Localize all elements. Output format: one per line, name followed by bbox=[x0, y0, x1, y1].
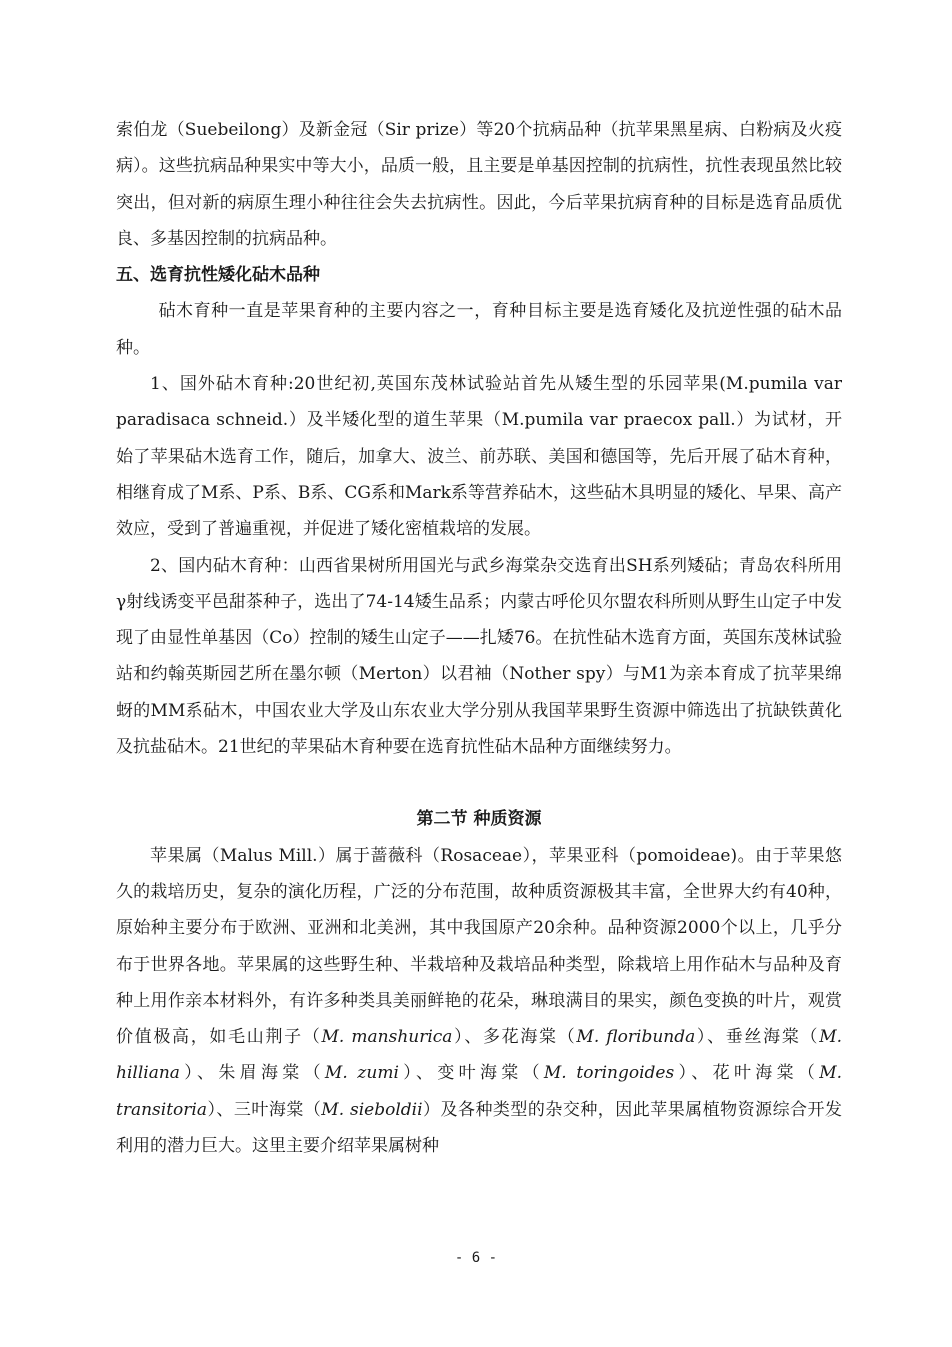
heading-rootstock-breeding: 五、选育抗性矮化砧木品种 bbox=[116, 265, 320, 286]
document-body bbox=[116, 112, 842, 1164]
species-name: M. floribunda bbox=[576, 1027, 696, 1048]
text-run: ）、变叶海棠（ bbox=[398, 1063, 544, 1084]
section-title-germplasm: 第二节 种质资源 bbox=[416, 809, 542, 830]
text-run: ）、垂丝海棠（ bbox=[695, 1027, 820, 1048]
page-number: - 6 - bbox=[454, 1250, 498, 1266]
paragraph-rootstock-intro: 砧木育种一直是苹果育种的主要内容之一，育种目标主要是选育矮化及抗逆性强的砧木品种。 bbox=[116, 301, 842, 358]
text-run: ）及各种类型的杂交种，因此苹果属植物资源综合开发利用的潜力巨大。这里主要介绍苹果属树种 bbox=[116, 1099, 843, 1157]
species-name: M. transitoria bbox=[116, 1063, 843, 1120]
paragraph-domestic-rootstock: 2、国内砧木育种：山西省果树所用国光与武乡海棠杂交选育出SH系列矮砧；青岛农科所用γ射线诱变平邑甜茶种子，选出了74-14矮生品系；内蒙古呼伦贝尔盟农科所则从野生山定子中发现了由显性单基因（Co）控制的矮生山定子——扎矮76。在抗性砧木选育方面，英国东茂林试验站和约翰英斯园艺所在墨尔顿（Merton）以君袖（Nother spy）与M1为亲本育成了抗苹果绵蚜的MM系砧木，中国农业大学及山东农业大学分别从我国苹果野生资源中筛选出了抗缺铁黄化及抗盐砧木。21世纪的苹果砧木育种要在选育抗性砧木品种方面继续努力。 bbox=[116, 555, 842, 758]
species-name: M. hilliana bbox=[116, 1027, 843, 1084]
species-name: M. zumi bbox=[324, 1063, 399, 1084]
paragraph-malus-germplasm bbox=[116, 838, 842, 1165]
text-run: 苹果属（Malus Mill.）属于蔷薇科（Rosaceae），苹果亚科（pomoideae)。由于苹果悠久的栽培历史，复杂的演化历程，广泛的分布范围，故种质资源极其丰富，全世界大约有40种，原始种主要分布于欧洲、亚洲和北美洲，其中我国原产20余种。品种资源2000个以上，几乎分布于世界各地。苹果属的这些野生种、半栽培种及栽培品种类型，除栽培上用作砧木与品种及育种上用作亲本材料外，有许多种类具美丽鲜艳的花朵，琳琅满目的果实，颜色变换的叶片，观赏价值极高，如毛山荆子（ bbox=[116, 845, 842, 1048]
paragraph-disease-resistance: 索伯龙（Suebeilong）及新金冠（Sir prize）等20个抗病品种（抗苹果黑星病、白粉病及火疫病）。这些抗病品种果实中等大小，品质一般，且主要是单基因控制的抗病性，抗性表现虽然比较突出，但对新的病原生理小种往往会失去抗病性。因此，今后苹果抗病育种的目标是选育品质优良、多基因控制的抗病品种。 bbox=[116, 120, 842, 249]
text-run: ）、多花海棠（ bbox=[452, 1027, 577, 1048]
species-name: M. manshurica bbox=[321, 1027, 453, 1048]
text-run: ）、朱眉海棠（ bbox=[179, 1063, 325, 1084]
text-run: ）、花叶海棠（ bbox=[674, 1063, 820, 1084]
text-run: ）、三叶海棠（ bbox=[206, 1099, 322, 1120]
species-name: M. toringoides bbox=[543, 1063, 675, 1084]
paragraph-foreign-rootstock: 1、国外砧木育种:20世纪初,英国东茂林试验站首先从矮生型的乐园苹果(M.pumila var paradisaca schneid.）及半矮化型的道生苹果（M.pumila var praecox pall.）为试材，开始了苹果砧木选育工作，随后，加拿大、波兰、前苏联、美国和德国等，先后开展了砧木育种，相继育成了M系、P系、B系、CG系和Mark系等营养砧木，这些砧木具明显的矮化、早果、高产效应，受到了普遍重视，并促进了矮化密植栽培的发展。 bbox=[116, 374, 842, 540]
species-name: M. sieboldii bbox=[321, 1099, 423, 1120]
